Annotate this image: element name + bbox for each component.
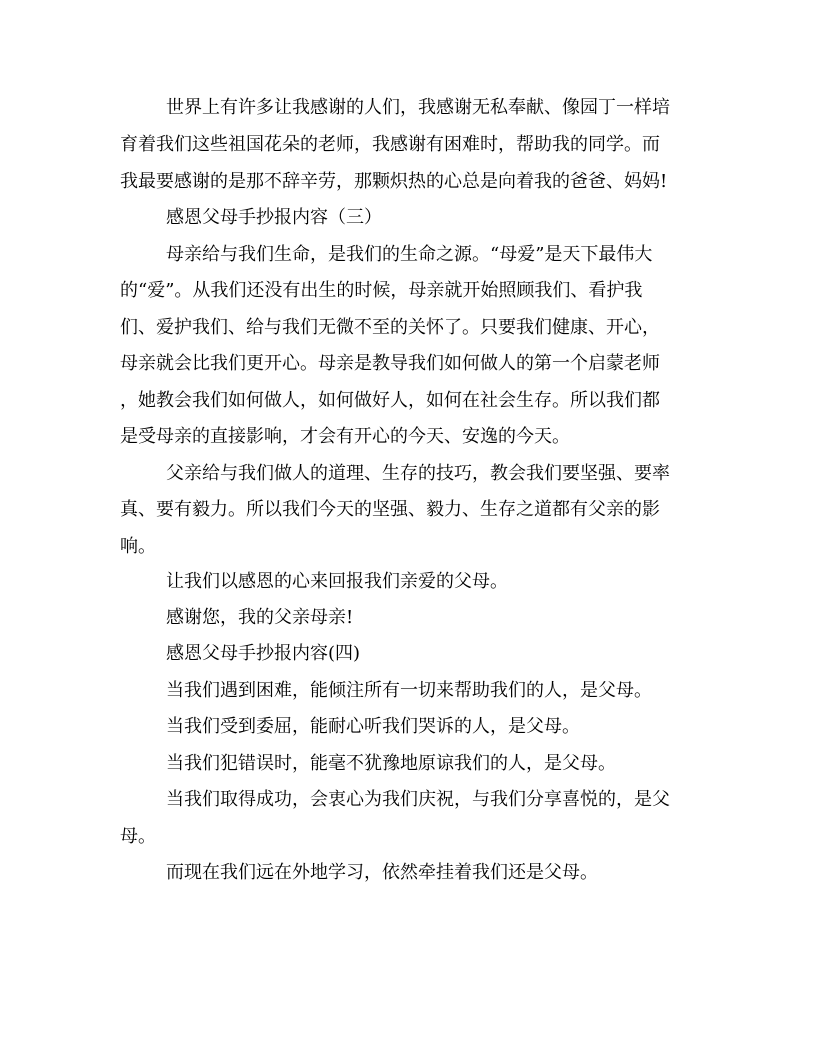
- paragraph-line: 母亲就会比我们更开心。母亲是教导我们如何做人的第一个启蒙老师: [120, 353, 660, 374]
- paragraph-line: 我最要感谢的是那不辞辛劳，那颗炽热的心总是向着我的爸爸、妈妈!: [120, 171, 668, 192]
- paragraph-line: 当我们受到委屈，能耐心听我们哭诉的人，是父母。: [166, 716, 580, 737]
- paragraph-line: 母。: [120, 826, 156, 847]
- paragraph-line: 当我们遇到困难，能倾注所有一切来帮助我们的人，是父母。: [166, 680, 652, 701]
- paragraph-line: 世界上有许多让我感谢的人们，我感谢无私奉献、像园丁一样培: [166, 97, 670, 118]
- paragraph-line: 母亲给与我们生命，是我们的生命之源。“母爱”是天下最伟大: [166, 244, 653, 265]
- paragraph-line: 育着我们这些祖国花朵的老师，我感谢有困难时，帮助我的同学。而: [120, 134, 660, 155]
- paragraph-line: 是受母亲的直接影响，才会有开心的今天、安逸的今天。: [120, 426, 570, 447]
- paragraph-line: 响。: [120, 536, 156, 557]
- paragraph-line: 让我们以感恩的心来回报我们亲爱的父母。: [166, 571, 508, 592]
- paragraph-line: 当我们犯错误时，能毫不犹豫地原谅我们的人，是父母。: [166, 753, 616, 774]
- section-heading: 感恩父母手抄报内容（三）: [166, 207, 382, 228]
- paragraph-line: 当我们取得成功，会衷心为我们庆祝，与我们分享喜悦的，是父: [166, 789, 670, 810]
- paragraph-line: 感谢您，我的父亲母亲!: [166, 607, 354, 628]
- section-heading: 感恩父母手抄报内容(四): [166, 643, 361, 664]
- paragraph-line: 而现在我们远在外地学习，依然牵挂着我们还是父母。: [166, 862, 598, 883]
- paragraph-line: 父亲给与我们做人的道理、生存的技巧，教会我们要坚强、要率: [166, 463, 670, 484]
- paragraph-line: ，她教会我们如何做人，如何做好人，如何在社会生存。所以我们都: [120, 390, 660, 411]
- paragraph-line: 的“爱”。从我们还没有出生的时候，母亲就开始照顾我们、看护我: [120, 280, 643, 301]
- paragraph-line: 真、要有毅力。所以我们今天的坚强、毅力、生存之道都有父亲的影: [120, 499, 660, 520]
- paragraph-line: 们、爱护我们、给与我们无微不至的关怀了。只要我们健康、开心，: [120, 317, 660, 338]
